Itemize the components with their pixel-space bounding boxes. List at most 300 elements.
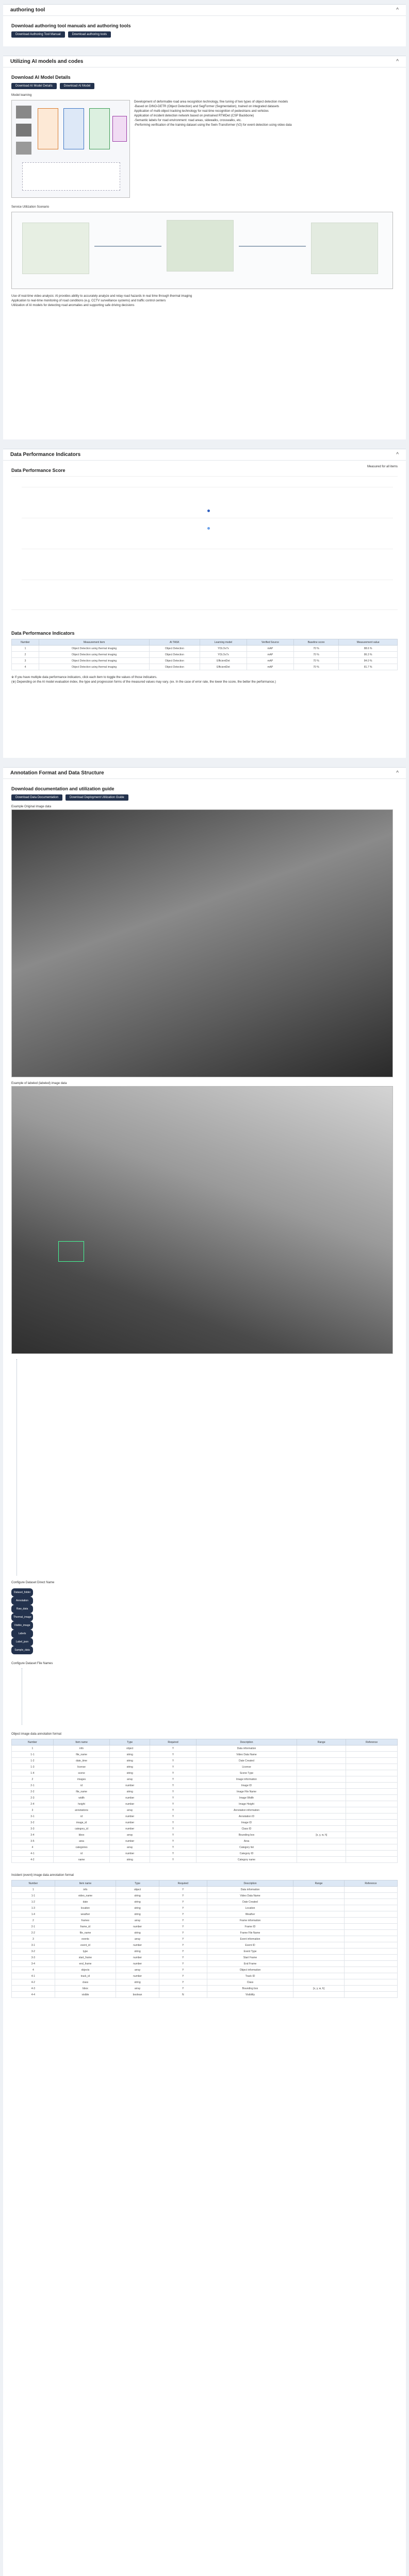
table-cell: 1 <box>12 1887 55 1893</box>
table-cell: Y <box>150 1844 197 1851</box>
table-cell: 4-3 <box>12 1986 55 1992</box>
original-thermal-image <box>11 809 393 1077</box>
table-cell: Frame ID <box>207 1924 293 1930</box>
table-cell: [x, y, w, h] <box>293 1986 345 1992</box>
table-cell: 1-4 <box>12 1770 54 1776</box>
table-cell <box>344 1942 397 1948</box>
table-cell: Y <box>159 1930 207 1936</box>
table-cell: 3-1 <box>12 1814 54 1820</box>
collapse-icon[interactable]: ^ <box>396 59 399 64</box>
table-cell: array <box>110 1844 150 1851</box>
section-header[interactable] <box>3 768 406 779</box>
table-cell: Frame information <box>207 1918 293 1924</box>
table-cell: string <box>110 1758 150 1764</box>
table-cell: Location <box>207 1905 293 1911</box>
table-cell: number <box>110 1783 150 1789</box>
table-row <box>12 1893 398 1899</box>
table-cell: Image File Name <box>196 1789 297 1795</box>
table-cell <box>344 1992 397 1998</box>
table-cell: Weather <box>207 1911 293 1918</box>
table-cell <box>346 1851 398 1857</box>
table-cell: 3-4 <box>12 1961 55 1967</box>
section-title: authoring tool <box>10 7 45 13</box>
table-cell <box>344 1918 397 1924</box>
table-cell: Category list <box>196 1844 297 1851</box>
table-row <box>12 1986 398 1992</box>
table-cell: End Frame <box>207 1961 293 1967</box>
dir-tag: Thermal_image <box>11 1613 33 1621</box>
table-cell: string <box>116 1893 159 1899</box>
table-cell: Y <box>150 1770 197 1776</box>
score-chart <box>11 476 398 610</box>
table-cell: class <box>55 1979 116 1986</box>
table-cell: name <box>53 1857 109 1863</box>
table-cell: 3-1 <box>12 1942 55 1948</box>
table-cell <box>297 1758 346 1764</box>
table-cell: Y <box>159 1905 207 1911</box>
table-cell: Y <box>150 1838 197 1844</box>
table-cell: Bounding box <box>196 1832 297 1838</box>
model-bullet: Application of incident detection network based on pretrained RTMDet (CSP Backbone) <box>134 114 254 117</box>
section-header[interactable] <box>3 5 406 16</box>
table-cell: 2-4 <box>12 1801 54 1807</box>
table-cell: 2-3 <box>12 1795 54 1801</box>
table-cell: Y <box>159 1936 207 1942</box>
table-cell: Y <box>150 1832 197 1838</box>
dir-tag: Labels <box>11 1630 33 1638</box>
table-cell: number <box>110 1820 150 1826</box>
table-row <box>12 1942 398 1948</box>
table-cell <box>344 1979 397 1986</box>
table-row[interactable]: 2 Object Detection using thermal imaging Object Detection YOLOv7x mAP 70 % 86.3 % <box>12 652 398 658</box>
section-heading: Download documentation and utilization guide <box>11 786 114 791</box>
table-cell: boolean <box>116 1992 159 1998</box>
table-row <box>12 1979 398 1986</box>
table-cell: 4-1 <box>12 1851 54 1857</box>
authoring-tool-section <box>3 4 406 46</box>
table-cell: array <box>116 1936 159 1942</box>
collapse-icon[interactable]: ^ <box>396 452 399 457</box>
table-cell: Category name <box>196 1857 297 1863</box>
table-row <box>12 1752 398 1758</box>
table-cell: frames <box>55 1918 116 1924</box>
table-cell <box>293 1918 345 1924</box>
table-cell: array <box>116 1918 159 1924</box>
section-title: Utilizing AI models and codes <box>10 59 84 64</box>
table-cell: Y <box>150 1752 197 1758</box>
table-cell <box>346 1776 398 1783</box>
table-cell: Y <box>159 1911 207 1918</box>
table-cell: Data information <box>207 1887 293 1893</box>
table-cell <box>293 1992 345 1998</box>
table-cell: 4-2 <box>12 1979 55 1986</box>
table-row[interactable]: 4 Object Detection using thermal imaging Object Detection EfficientDet mAP 70 % 81.7 % <box>12 664 398 670</box>
table-cell: Y <box>159 1918 207 1924</box>
model-architecture-image <box>11 100 130 198</box>
table-cell: Y <box>150 1776 197 1783</box>
table-cell <box>293 1948 345 1955</box>
table-cell <box>346 1832 398 1838</box>
table-cell: 2-2 <box>12 1789 54 1795</box>
table-cell: string <box>110 1789 150 1795</box>
table-cell: 1-2 <box>12 1758 54 1764</box>
table-cell: string <box>110 1764 150 1770</box>
table-cell <box>293 1911 345 1918</box>
table-cell <box>344 1961 397 1967</box>
table-row <box>12 1820 398 1826</box>
sample-caption: Example Original image data <box>11 805 52 808</box>
table-cell: Event information <box>207 1936 293 1942</box>
table-cell: array <box>116 1986 159 1992</box>
table-cell <box>293 1930 345 1936</box>
table-caption: Incident (event) image data annotation format <box>11 1874 74 1877</box>
table-cell: annotations <box>53 1807 109 1814</box>
table-row <box>12 1789 398 1795</box>
performance-table: Number Measurement item AI TASK Learning model Verified Source Baseline score Measurement value 1 Object Detection using thermal imaging Object Detection YOLOv7x mAP 70 % 88.6 % 2 Object Detection using thermal imaging Object Detection YOLOv7x mAP 70 % 86.3 % 3 Object Detection using thermal imaging Object Detection EfficientDet mAP 70 % 84.0 % 4 Object Detection using thermal imaging Object Detection EfficientDet mAP 70 % 81.7 % <box>11 639 398 670</box>
table-cell: track_id <box>55 1973 116 1979</box>
table-cell: 2-1 <box>12 1924 55 1930</box>
download-manual-button[interactable]: Download Authoring Tool Manual <box>11 31 65 38</box>
table-cell: N <box>159 1992 207 1998</box>
diagram-caption: Service Utilization Scenario <box>11 206 50 209</box>
table-cell: 1-2 <box>12 1899 55 1905</box>
table-row <box>12 1973 398 1979</box>
table-cell: string <box>116 1948 159 1955</box>
table-cell: 3-2 <box>12 1948 55 1955</box>
download-documentation-button[interactable]: Download Data Documentation <box>11 794 62 801</box>
table-cell: 1 <box>12 1745 54 1752</box>
table-row <box>12 1826 398 1832</box>
table-cell <box>346 1807 398 1814</box>
table-row <box>12 1967 398 1973</box>
table-cell: start_frame <box>55 1955 116 1961</box>
table-cell: Data information <box>196 1745 297 1752</box>
table-row <box>12 1918 398 1924</box>
table-cell: Image Width <box>196 1795 297 1801</box>
labeled-thermal-image <box>11 1086 393 1354</box>
model-bullet: -Based on DINO-DETR (Object Detection) and SegFormer (Segmentation), trained on integrated datasets <box>134 105 280 108</box>
table-row <box>12 1905 398 1911</box>
table-cell: number <box>110 1795 150 1801</box>
table-cell: number <box>116 1942 159 1948</box>
table-cell: Video Data Name <box>207 1893 293 1899</box>
table-cell: Date Created <box>196 1758 297 1764</box>
table-cell <box>346 1801 398 1807</box>
performance-note: ※ If you have multiple data performance indicators, click each item to toggle the values of those indicators. <box>11 676 157 679</box>
table-cell: Y <box>159 1986 207 1992</box>
table-heading: Data Performance Indicators <box>11 631 75 636</box>
table-cell <box>297 1745 346 1752</box>
table-cell: number <box>116 1961 159 1967</box>
table-cell <box>293 1942 345 1948</box>
table-cell <box>346 1838 398 1844</box>
dir-tag: Visible_image <box>11 1621 33 1630</box>
table-cell: number <box>110 1826 150 1832</box>
table-cell: object <box>110 1745 150 1752</box>
table-cell <box>297 1764 346 1770</box>
table-row <box>12 1857 398 1863</box>
table-cell <box>297 1789 346 1795</box>
table-cell: Scene Type <box>196 1770 297 1776</box>
file-tree <box>22 1668 398 1725</box>
table-cell <box>293 1887 345 1893</box>
data-performance-section <box>3 449 406 758</box>
table-cell: Video Data Name <box>196 1752 297 1758</box>
table-caption: Object image data annotation format <box>11 1733 62 1736</box>
table-cell: Visibility <box>207 1992 293 1998</box>
table-cell: Y <box>159 1924 207 1930</box>
table-cell: string <box>116 1899 159 1905</box>
table-cell: events <box>55 1936 116 1942</box>
table-cell: file_name <box>53 1789 109 1795</box>
table-cell: Y <box>150 1851 197 1857</box>
table-cell: 1-1 <box>12 1752 54 1758</box>
table-cell: Annotation ID <box>196 1814 297 1820</box>
table-cell <box>293 1979 345 1986</box>
table-cell <box>293 1905 345 1911</box>
table-row <box>12 1758 398 1764</box>
collapse-icon[interactable]: ^ <box>396 770 399 776</box>
table-row <box>12 1948 398 1955</box>
table-cell: Y <box>150 1764 197 1770</box>
table-cell: Start Frame <box>207 1955 293 1961</box>
model-bullet: -Semantic labels for road environment: road areas, sidewalks, crosswalks, etc. <box>134 119 242 122</box>
download-tools-button[interactable]: Download authoring tools <box>68 31 111 38</box>
table-cell: bbox <box>55 1986 116 1992</box>
table-cell <box>346 1745 398 1752</box>
table-cell <box>297 1857 346 1863</box>
table-cell: Date Created <box>207 1899 293 1905</box>
collapse-icon[interactable]: ^ <box>396 7 399 13</box>
dir-tag: Label_json <box>11 1638 33 1646</box>
table-cell <box>297 1820 346 1826</box>
table-cell: 2 <box>12 1918 55 1924</box>
table-cell <box>344 1948 397 1955</box>
ai-models-section <box>3 56 406 439</box>
scenario-bullet: Application to real-time monitoring of road conditions (e.g. CCTV surveillance systems) and traffic control centers <box>11 299 166 302</box>
table-cell: Object information <box>207 1967 293 1973</box>
table-cell: array <box>116 1967 159 1973</box>
download-model-details-button[interactable]: Download AI Model Details <box>11 83 57 89</box>
table-cell: 3-3 <box>12 1826 54 1832</box>
table-cell: 2-1 <box>12 1783 54 1789</box>
table-row <box>12 1887 398 1893</box>
table-cell: array <box>110 1776 150 1783</box>
table-cell: Class <box>207 1979 293 1986</box>
table-cell: number <box>110 1851 150 1857</box>
dir-caption: Configure Dataset Direct Name <box>11 1581 55 1584</box>
table-cell: 3 <box>12 1936 55 1942</box>
table-cell <box>293 1955 345 1961</box>
table-row <box>12 1851 398 1857</box>
table-cell: Class ID <box>196 1826 297 1832</box>
dir-tag: Sample_data <box>11 1646 33 1654</box>
table-cell: string <box>116 1930 159 1936</box>
table-row <box>12 1783 398 1789</box>
table-row <box>12 1807 398 1814</box>
table-cell: Y <box>159 1955 207 1961</box>
table-cell: Y <box>150 1814 197 1820</box>
table-cell: Y <box>150 1820 197 1826</box>
table-cell: 1-1 <box>12 1893 55 1899</box>
section-title: Annotation Format and Data Structure <box>10 770 104 776</box>
scenario-bullet: Use of real-time video analysis: AI provides ability to accurately analyze and relay road hazards in real time through thermal imaging <box>11 295 192 298</box>
table-cell: 3-5 <box>12 1838 54 1844</box>
table-cell: Y <box>150 1758 197 1764</box>
table-cell <box>297 1807 346 1814</box>
table-cell: frame_id <box>55 1924 116 1930</box>
table-cell: string <box>116 1911 159 1918</box>
table-cell: Annotation information <box>196 1807 297 1814</box>
table-cell: Y <box>150 1801 197 1807</box>
table-cell: Y <box>159 1961 207 1967</box>
table-row <box>12 1911 398 1918</box>
table-row <box>12 1764 398 1770</box>
performance-note: (※) Depending on the AI model evaluation index, the type and progression forms of the measured values may vary. (ex. In the case of error rate, the lower the score, the better the performance.) <box>11 681 276 684</box>
table-cell: Y <box>150 1745 197 1752</box>
table-cell <box>344 1924 397 1930</box>
table-cell: [x, y, w, h] <box>297 1832 346 1838</box>
baseline-point[interactable] <box>207 527 210 530</box>
table-cell: objects <box>55 1967 116 1973</box>
table-cell: Track ID <box>207 1973 293 1979</box>
scenario-bullet: Utilization of AI models for detecting road anomalies and supporting safe driving decisions <box>11 304 135 307</box>
table-cell: 3-2 <box>12 1820 54 1826</box>
model-bullet: Application of multi-object tracking technology for real-time recognition of pedestrians and vehicles <box>134 110 269 113</box>
table-cell: info <box>53 1745 109 1752</box>
table-cell <box>346 1752 398 1758</box>
table-cell: Y <box>150 1857 197 1863</box>
table-cell: Image information <box>196 1776 297 1783</box>
table-cell: Y <box>150 1789 197 1795</box>
table-cell <box>293 1899 345 1905</box>
dir-tag: Raw_data <box>11 1605 33 1613</box>
table-cell: string <box>110 1857 150 1863</box>
table-cell: image_id <box>53 1820 109 1826</box>
service-scenario-image <box>11 212 393 289</box>
table-row <box>12 1936 398 1942</box>
table-row[interactable]: 3 Object Detection using thermal imaging Object Detection EfficientDet mAP 70 % 84.0 % <box>12 658 398 664</box>
table-cell: string <box>110 1770 150 1776</box>
section-header[interactable] <box>3 56 406 67</box>
table-cell: string <box>110 1752 150 1758</box>
table-cell: Y <box>159 1893 207 1899</box>
table-cell <box>297 1826 346 1832</box>
table-row <box>12 1899 398 1905</box>
table-cell <box>344 1955 397 1961</box>
table-row[interactable]: 1 Object Detection using thermal imaging Object Detection YOLOv7x mAP 70 % 88.6 % <box>12 646 398 652</box>
dataset-dir-list <box>11 1588 398 1654</box>
table-cell: Y <box>159 1887 207 1893</box>
table-cell <box>344 1893 397 1899</box>
annotation-format-section <box>3 767 406 2576</box>
table-cell: 1-3 <box>12 1905 55 1911</box>
table-cell: bbox <box>53 1832 109 1838</box>
table-cell <box>344 1967 397 1973</box>
table-cell <box>297 1801 346 1807</box>
table-cell: id <box>53 1783 109 1789</box>
section-title: Data Performance Indicators <box>10 452 81 457</box>
table-cell: Y <box>150 1807 197 1814</box>
table-row <box>12 1776 398 1783</box>
table-cell: width <box>53 1795 109 1801</box>
table-cell: number <box>110 1838 150 1844</box>
table-row <box>12 1801 398 1807</box>
table-cell: id <box>53 1814 109 1820</box>
table-cell <box>297 1851 346 1857</box>
table-row <box>12 1924 398 1930</box>
table-cell <box>346 1814 398 1820</box>
section-header[interactable] <box>3 449 406 461</box>
table-cell: License <box>196 1764 297 1770</box>
table-cell: object <box>116 1887 159 1893</box>
table-cell: file_name <box>55 1930 116 1936</box>
download-guide-button[interactable]: Download Deployment Utilization Guide <box>66 794 128 801</box>
table-cell: date_time <box>53 1758 109 1764</box>
table-row <box>12 1795 398 1801</box>
table-cell: number <box>116 1955 159 1961</box>
sample-caption: Example of labeled (labeled) image data <box>11 1082 67 1085</box>
table-row <box>12 1838 398 1844</box>
dir-tag: Annotation <box>11 1597 33 1605</box>
score-note: Measured for all items <box>367 465 398 468</box>
table-cell: area <box>53 1838 109 1844</box>
table-cell <box>344 1986 397 1992</box>
tree-caption: Configure Dataset File Names <box>11 1662 53 1665</box>
section-heading: Download authoring tool manuals and authoring tools <box>11 23 131 28</box>
table-cell <box>297 1776 346 1783</box>
table-cell <box>346 1826 398 1832</box>
table-cell: 4-1 <box>12 1973 55 1979</box>
table-cell: Area <box>196 1838 297 1844</box>
table-cell: Image ID <box>196 1783 297 1789</box>
table-cell: 4-2 <box>12 1857 54 1863</box>
table-cell: number <box>110 1801 150 1807</box>
table-cell: Y <box>159 1979 207 1986</box>
table-cell: file_name <box>53 1752 109 1758</box>
download-model-button[interactable]: Download AI Model <box>60 83 95 89</box>
table-cell: Image Height <box>196 1801 297 1807</box>
section-heading: Download AI Model Details <box>11 75 71 80</box>
table-cell <box>297 1838 346 1844</box>
table-cell: category_id <box>53 1826 109 1832</box>
table-cell: Y <box>159 1967 207 1973</box>
table-cell <box>293 1967 345 1973</box>
table-cell: info <box>55 1887 116 1893</box>
model-bullet: Development of deformable road area recognition technology, fine tuning of two types of object detection models <box>134 100 288 104</box>
table-cell: weather <box>55 1911 116 1918</box>
table-cell <box>344 1973 397 1979</box>
table-cell: 1-3 <box>12 1764 54 1770</box>
table-cell: array <box>110 1832 150 1838</box>
table-cell: 3-4 <box>12 1832 54 1838</box>
table-cell: 2 <box>12 1776 54 1783</box>
table-cell: string <box>116 1979 159 1986</box>
table-cell <box>346 1857 398 1863</box>
table-cell: 4-4 <box>12 1992 55 1998</box>
table-cell: video_name <box>55 1893 116 1899</box>
table-cell: number <box>116 1924 159 1930</box>
table-cell <box>293 1893 345 1899</box>
table-cell <box>344 1930 397 1936</box>
score-point[interactable] <box>207 510 210 512</box>
table-cell: categories <box>53 1844 109 1851</box>
table-cell: id <box>53 1851 109 1857</box>
table-cell: 1-4 <box>12 1911 55 1918</box>
table-cell: end_frame <box>55 1961 116 1967</box>
table-cell <box>297 1783 346 1789</box>
table-cell <box>346 1764 398 1770</box>
